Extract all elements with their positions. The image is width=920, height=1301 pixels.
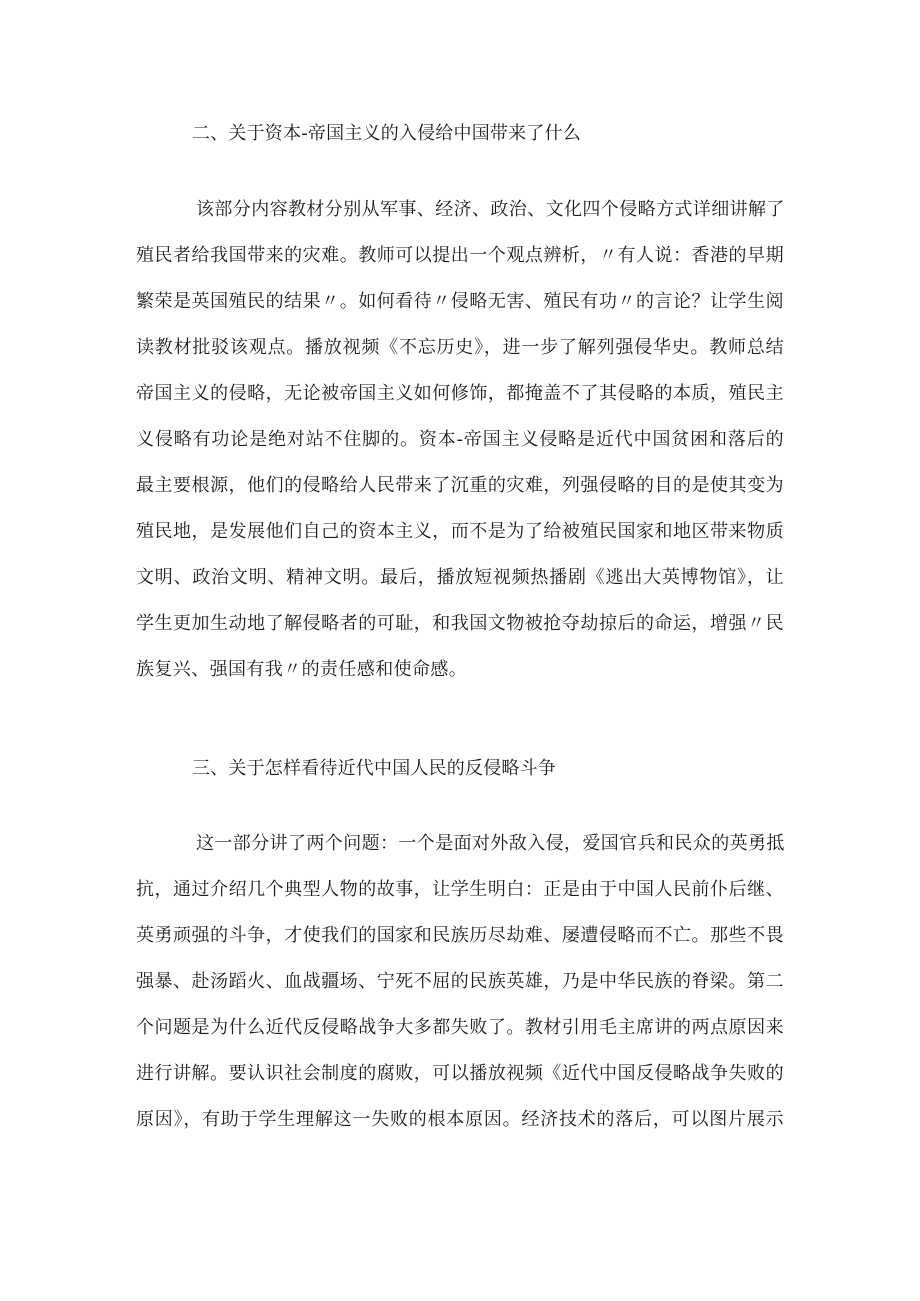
paragraph-line: 该部分内容教材分别从军事、经济、政治、文化四个侵略方式详细讲解了	[196, 199, 785, 220]
paragraph-line: 强暴、赴汤蹈火、血战疆场、宁死不屈的民族英雄，乃是中华民族的脊梁。第二	[136, 971, 784, 992]
paragraph-line: 原因》，有助于学生理解这一失败的根本原因。经济技术的落后，可以图片展示	[136, 1109, 784, 1130]
paragraph-line: 文明、政治文明、精神文明。最后，播放短视频热播剧《逃出大英博物馆》，让	[136, 567, 784, 588]
paragraph-line: 抗，通过介绍几个典型人物的故事，让学生明白：正是由于中国人民前仆后继、	[136, 879, 784, 900]
section-2-heading: 二、关于资本-帝国主义的入侵给中国带来了什么	[192, 123, 581, 144]
paragraph-line: 这一部分讲了两个问题：一个是面对外敌入侵，爱国官兵和民众的英勇抵	[196, 833, 785, 854]
paragraph-line: 进行讲解。要认识社会制度的腐败，可以播放视频《近代中国反侵略战争失败的	[136, 1063, 784, 1084]
paragraph-line: 殖民者给我国带来的灾难。教师可以提出一个观点辨析，〃有人说：香港的早期	[136, 245, 784, 266]
paragraph-line: 个问题是为什么近代反侵略战争大多都失败了。教材引用毛主席讲的两点原因来	[136, 1017, 784, 1038]
paragraph-line: 义侵略有功论是绝对站不住脚的。资本-帝国主义侵略是近代中国贫困和落后的	[136, 429, 784, 450]
paragraph-line: 读教材批驳该观点。播放视频《不忘历史》，进一步了解列强侵华史。教师总结	[136, 337, 784, 358]
paragraph-line: 繁荣是英国殖民的结果〃。如何看待〃侵略无害、殖民有功〃的言论？让学生阅	[136, 291, 784, 312]
section-2-paragraph	[136, 187, 784, 693]
paragraph-line: 英勇顽强的斗争，才使我们的国家和民族历尽劫难、屡遭侵略而不亡。那些不畏	[136, 925, 784, 946]
paragraph-line: 学生更加生动地了解侵略者的可耻，和我国文物被抢夺劫掠后的命运，增强〃民	[136, 613, 784, 634]
paragraph-line: 殖民地，是发展他们自己的资本主义，而不是为了给被殖民国家和地区带来物质	[136, 521, 784, 542]
paragraph-line: 最主要根源，他们的侵略给人民带来了沉重的灾难，列强侵略的目的是使其变为	[136, 475, 784, 496]
paragraph-line: 族复兴、强国有我〃的责任感和使命感。	[136, 659, 468, 680]
paragraph-line: 帝国主义的侵略，无论被帝国主义如何修饰，都掩盖不了其侵略的本质，殖民主	[136, 383, 784, 404]
section-3-paragraph	[136, 821, 784, 1143]
section-3-heading: 三、关于怎样看待近代中国人民的反侵略斗争	[192, 758, 556, 779]
